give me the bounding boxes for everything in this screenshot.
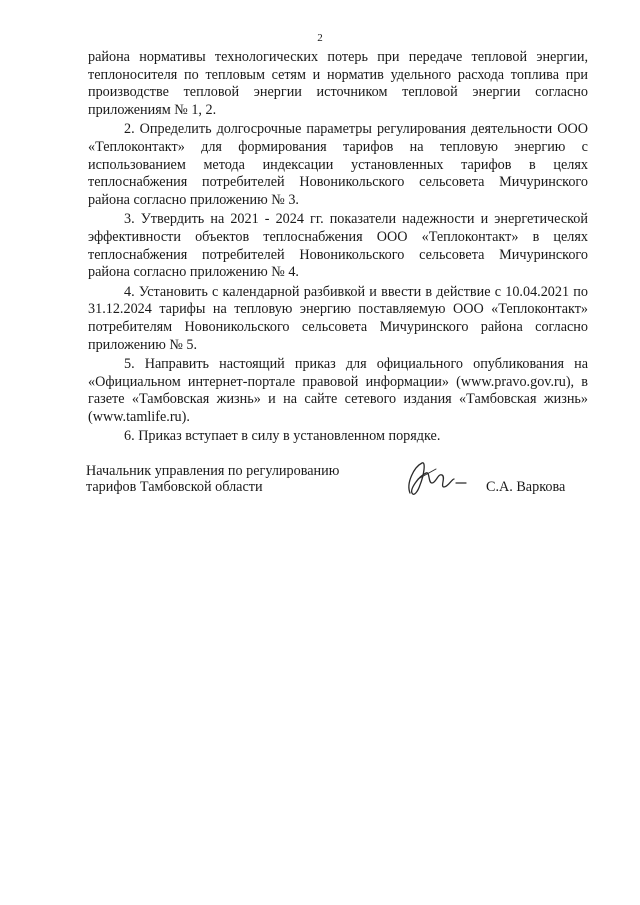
signer-name: С.А. Варкова <box>486 479 566 495</box>
signer-position: Начальник управления по регулированию тарифов Тамбовской области <box>86 463 340 495</box>
document-body <box>88 49 588 446</box>
paragraph-4: 4. Установить с календарной разбивкой и ввести в действие с 10.04.2021 по 31.12.2024 тарифы на тепловую энергию поставляемую ООО «Теплоконтакт» потребителям Новоникольского сельсовета Мичуринского района согласно приложению № 5. <box>88 283 588 353</box>
page-number: 2 <box>317 32 323 44</box>
paragraph-5: 5. Направить настоящий приказ для официального опубликования на «Официальном интернет-портале правовой информации» (www.pravo.gov.ru), в газете «Тамбовская жизнь» и на сайте сетевого издания «Тамбовская жизнь» (www.tamlife.ru). <box>88 356 588 425</box>
paragraph-2: 2. Определить долгосрочные параметры регулирования деятельности ООО «Теплоконтакт» для формирования тарифов на тепловую энергию с использованием метода индексации установленных тарифов в целях теплоснабжения потребителей Новоникольского сельсовета Мичуринского района согласно приложению № 3. <box>88 121 588 208</box>
paragraph-3: 3. Утвердить на 2021 - 2024 гг. показатели надежности и энергетической эффективности объектов теплоснабжения ООО «Теплоконтакт» в целях теплоснабжения потребителей Новоникольского сельсовета Мичуринского района согласно приложению № 4. <box>88 211 588 281</box>
handwritten-signature-icon <box>396 453 476 513</box>
paragraph-6: 6. Приказ вступает в силу в установленном порядке. <box>124 428 441 445</box>
signature-block <box>86 463 586 523</box>
paragraph-continuation: района нормативы технологических потерь при передаче тепловой энергии, теплоносителя по тепловым сетям и норматив удельного расхода топлива при производстве тепловой энергии источником тепловой энергии согласно приложениям № 1, 2. <box>88 49 588 118</box>
